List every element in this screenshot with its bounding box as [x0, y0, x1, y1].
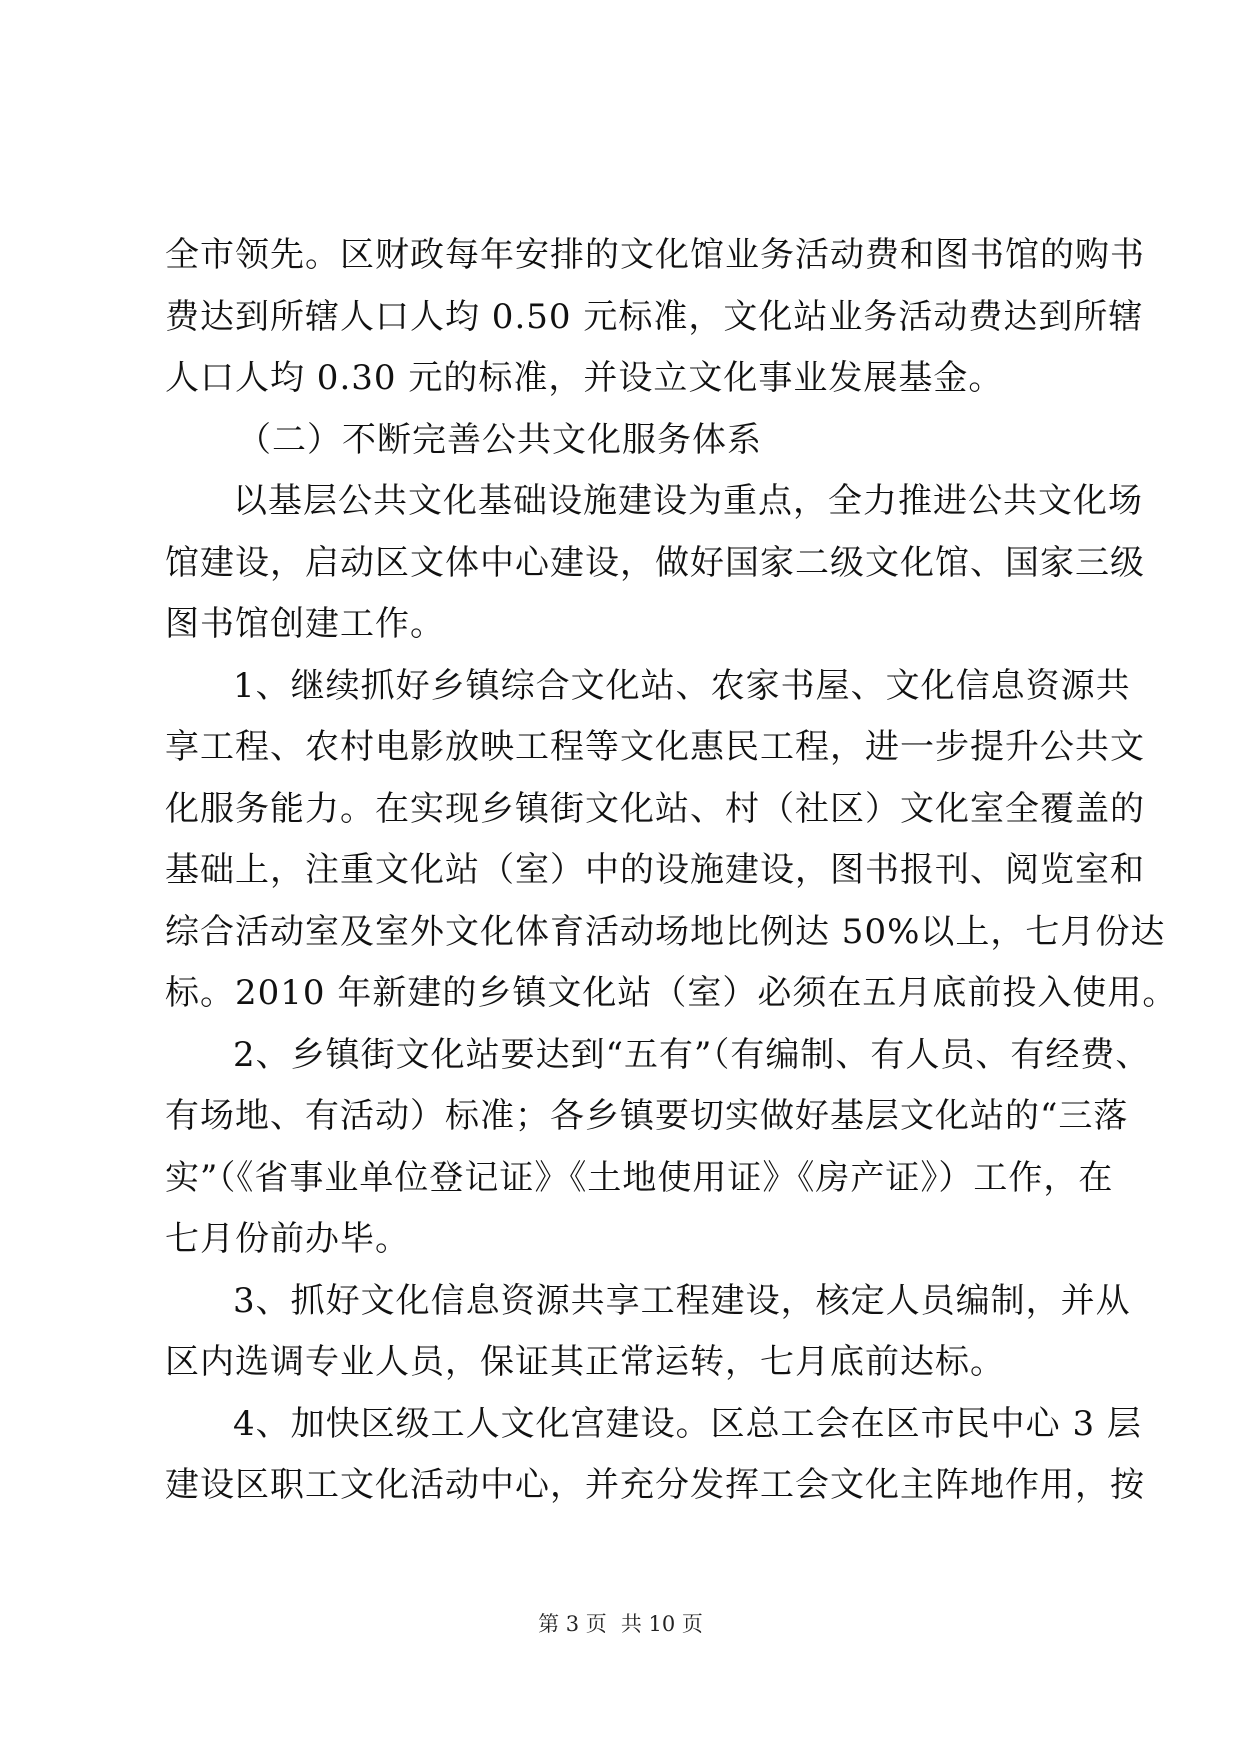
text-line: 图书馆创建工作。	[165, 604, 445, 644]
text-line: 全市领先。区财政每年安排的文化馆业务活动费和图书馆的购书	[165, 235, 1145, 275]
text-line: 综合活动室及室外文化体育活动场地比例达 50%以上，七月份达	[165, 911, 1166, 952]
text-line: 区内选调专业人员，保证其正常运转，七月底前达标。	[165, 1342, 1005, 1382]
text-line: 标。2010 年新建的乡镇文化站（室）必须在五月底前投入使用。	[165, 973, 1178, 1013]
text-line: 人口人均 0.30 元的标准，并设立文化事业发展基金。	[165, 358, 1004, 398]
text-line: 化服务能力。在实现乡镇街文化站、村（社区）文化室全覆盖的	[165, 788, 1145, 829]
text-line: 建设区职工文化活动中心，并充分发挥工会文化主阵地作用，按	[165, 1465, 1145, 1505]
text-line: 七月份前办毕。	[165, 1219, 410, 1259]
section-heading: （二）不断完善公共文化服务体系	[237, 419, 762, 460]
paragraph-start-line: 1、继续抓好乡镇综合文化站、农家书屋、文化信息资源共	[233, 665, 1131, 706]
text-line: 实”（《省事业单位登记证》《土地使用证》《房产证》）工作，在	[165, 1157, 1114, 1198]
text-line: 有场地、有活动）标准；各乡镇要切实做好基层文化站的“三落	[165, 1096, 1129, 1136]
paragraph-start-line: 4、加快区级工人文化宫建设。区总工会在区市民中心 3 层	[233, 1403, 1142, 1444]
text-line: 费达到所辖人口人均 0.50 元标准，文化站业务活动费达到所辖	[165, 296, 1144, 337]
paragraph-start-line: 3、抓好文化信息资源共享工程建设，核定人员编制，并从	[233, 1280, 1131, 1321]
paragraph-start-line: 2、乡镇街文化站要达到“五有”（有编制、有人员、有经费、	[233, 1034, 1151, 1075]
document-body	[165, 225, 1178, 1517]
text-line: 馆建设，启动区文体中心建设，做好国家二级文化馆、国家三级	[165, 542, 1145, 583]
page-number-label: 第 3 页	[538, 1612, 607, 1636]
paragraph-start-line: 以基层公共文化基础设施建设为重点，全力推进公共文化场	[233, 481, 1143, 521]
text-line: 享工程、农村电影放映工程等文化惠民工程，进一步提升公共文	[165, 727, 1145, 767]
text-line: 基础上，注重文化站（室）中的设施建设，图书报刊、阅览室和	[165, 850, 1145, 890]
total-pages-label: 共 10 页	[620, 1612, 703, 1636]
page-footer	[0, 1608, 1241, 1638]
